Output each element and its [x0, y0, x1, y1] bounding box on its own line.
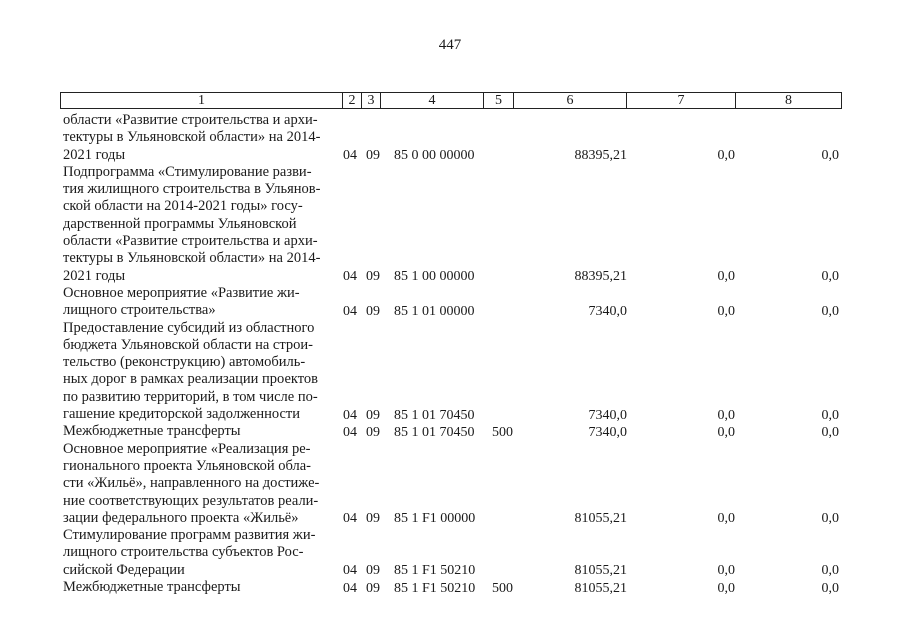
cell-c8: 0,0 [821, 511, 839, 527]
header-col-7: 7 [627, 93, 736, 108]
description-line: сийской Федерации [63, 561, 185, 578]
cell-c6: 88395,21 [574, 148, 627, 164]
description-line: бюджета Ульяновской области на строи- [63, 336, 313, 353]
cell-c2: 04 [343, 148, 357, 164]
row-description [63, 112, 337, 164]
description-line: гионального проекта Ульяновской обла- [63, 457, 311, 474]
description-line: Подпрограмма «Стимулирование разви- [63, 163, 312, 180]
description-line: ской области на 2014-2021 годы» госу- [63, 198, 303, 215]
cell-c3: 09 [366, 580, 380, 596]
row-description [63, 285, 337, 320]
description-line: зации федерального проекта «Жильё» [63, 509, 299, 526]
row-description [63, 320, 337, 424]
cell-c3: 09 [366, 511, 380, 527]
page-number: 447 [438, 37, 462, 53]
cell-c6: 7340,0 [588, 303, 627, 319]
cell-c4: 85 1 F1 50210 [394, 580, 476, 596]
cell-c2: 04 [343, 563, 357, 579]
cell-c2: 04 [343, 424, 357, 440]
cell-c7: 0,0 [717, 303, 735, 319]
cell-c7: 0,0 [717, 511, 735, 527]
header-col-8: 8 [785, 93, 792, 108]
cell-c8: 0,0 [821, 303, 839, 319]
description-line: лищного строительства» [63, 302, 216, 319]
cell-c3: 09 [366, 269, 380, 285]
header-col-1: 1 [61, 93, 343, 108]
cell-c6: 7340,0 [588, 424, 627, 440]
cell-c7: 0,0 [717, 269, 735, 285]
header-col-4: 4 [381, 93, 484, 108]
row-description [63, 441, 337, 527]
cell-c8: 0,0 [821, 424, 839, 440]
description-line: тектуры в Ульяновской области» на 2014- [63, 129, 321, 146]
cell-c4: 85 1 00 00000 [394, 269, 475, 285]
cell-c6: 7340,0 [588, 407, 627, 423]
cell-c6: 88395,21 [574, 269, 627, 285]
description-line: по развитию территорий, в том числе по- [63, 388, 318, 405]
cell-c4: 85 0 00 00000 [394, 148, 475, 164]
description-line: гашение кредиторской задолженности [63, 406, 301, 423]
cell-c2: 04 [343, 580, 357, 596]
row-description [63, 423, 337, 440]
description-line: области «Развитие строительства и архи- [63, 233, 318, 250]
cell-c7: 0,0 [717, 580, 735, 596]
cell-c2: 04 [343, 303, 357, 319]
description-line: области «Развитие строительства и архи- [63, 112, 318, 128]
header-col-6: 6 [514, 93, 627, 108]
description-line: Предоставление субсидий из областного [63, 319, 315, 336]
cell-c5: 500 [492, 424, 513, 440]
cell-c3: 09 [366, 424, 380, 440]
description-line: лищного строительства субъектов Рос- [63, 544, 304, 561]
description-line: Основное мероприятие «Реализация ре- [63, 440, 311, 457]
cell-c8: 0,0 [821, 580, 839, 596]
cell-c2: 04 [343, 511, 357, 527]
description-line: 2021 годы [63, 267, 126, 284]
cell-c8: 0,0 [821, 407, 839, 423]
cell-c7: 0,0 [717, 148, 735, 164]
description-line: Стимулирование программ развития жи- [63, 527, 316, 544]
description-line: 2021 годы [63, 146, 126, 163]
cell-c3: 09 [366, 407, 380, 423]
description-line: тельство (реконструкцию) автомобиль- [63, 354, 306, 371]
description-line: Межбюджетные трансферты [63, 579, 241, 596]
description-line: Основное мероприятие «Развитие жи- [63, 285, 300, 301]
cell-c4: 85 1 F1 50210 [394, 563, 476, 579]
description-line: тия жилищного строительства в Ульянов- [63, 181, 321, 198]
cell-c6: 81055,21 [574, 563, 627, 579]
row-description [63, 164, 337, 285]
row-description [63, 527, 337, 579]
cell-c6: 81055,21 [574, 511, 627, 527]
cell-c7: 0,0 [717, 424, 735, 440]
description-line: сти «Жильё», направленного на достиже- [63, 475, 320, 492]
cell-c2: 04 [343, 407, 357, 423]
header-col-5: 5 [484, 93, 514, 108]
description-line: ние соответствующих результатов реали- [63, 492, 319, 509]
description-line: ных дорог в рамках реализации проектов [63, 371, 319, 388]
cell-c8: 0,0 [821, 269, 839, 285]
cell-c8: 0,0 [821, 148, 839, 164]
row-description [63, 579, 337, 596]
cell-c5: 500 [492, 580, 513, 596]
cell-c7: 0,0 [717, 563, 735, 579]
description-line: Межбюджетные трансферты [63, 423, 241, 440]
cell-c4: 85 1 F1 00000 [394, 511, 476, 527]
description-line: дарственной программы Ульяновской [63, 215, 297, 232]
cell-c4: 85 1 01 00000 [394, 303, 475, 319]
header-col-2: 2 [343, 93, 362, 108]
cell-c3: 09 [366, 148, 380, 164]
description-line: тектуры в Ульяновской области» на 2014- [63, 250, 321, 267]
cell-c4: 85 1 01 70450 [394, 407, 475, 423]
cell-c2: 04 [343, 269, 357, 285]
cell-c3: 09 [366, 303, 380, 319]
cell-c7: 0,0 [717, 407, 735, 423]
cell-c3: 09 [366, 563, 380, 579]
cell-c8: 0,0 [821, 563, 839, 579]
cell-c4: 85 1 01 70450 [394, 424, 475, 440]
cell-c6: 81055,21 [574, 580, 627, 596]
header-col-3: 3 [362, 93, 381, 108]
